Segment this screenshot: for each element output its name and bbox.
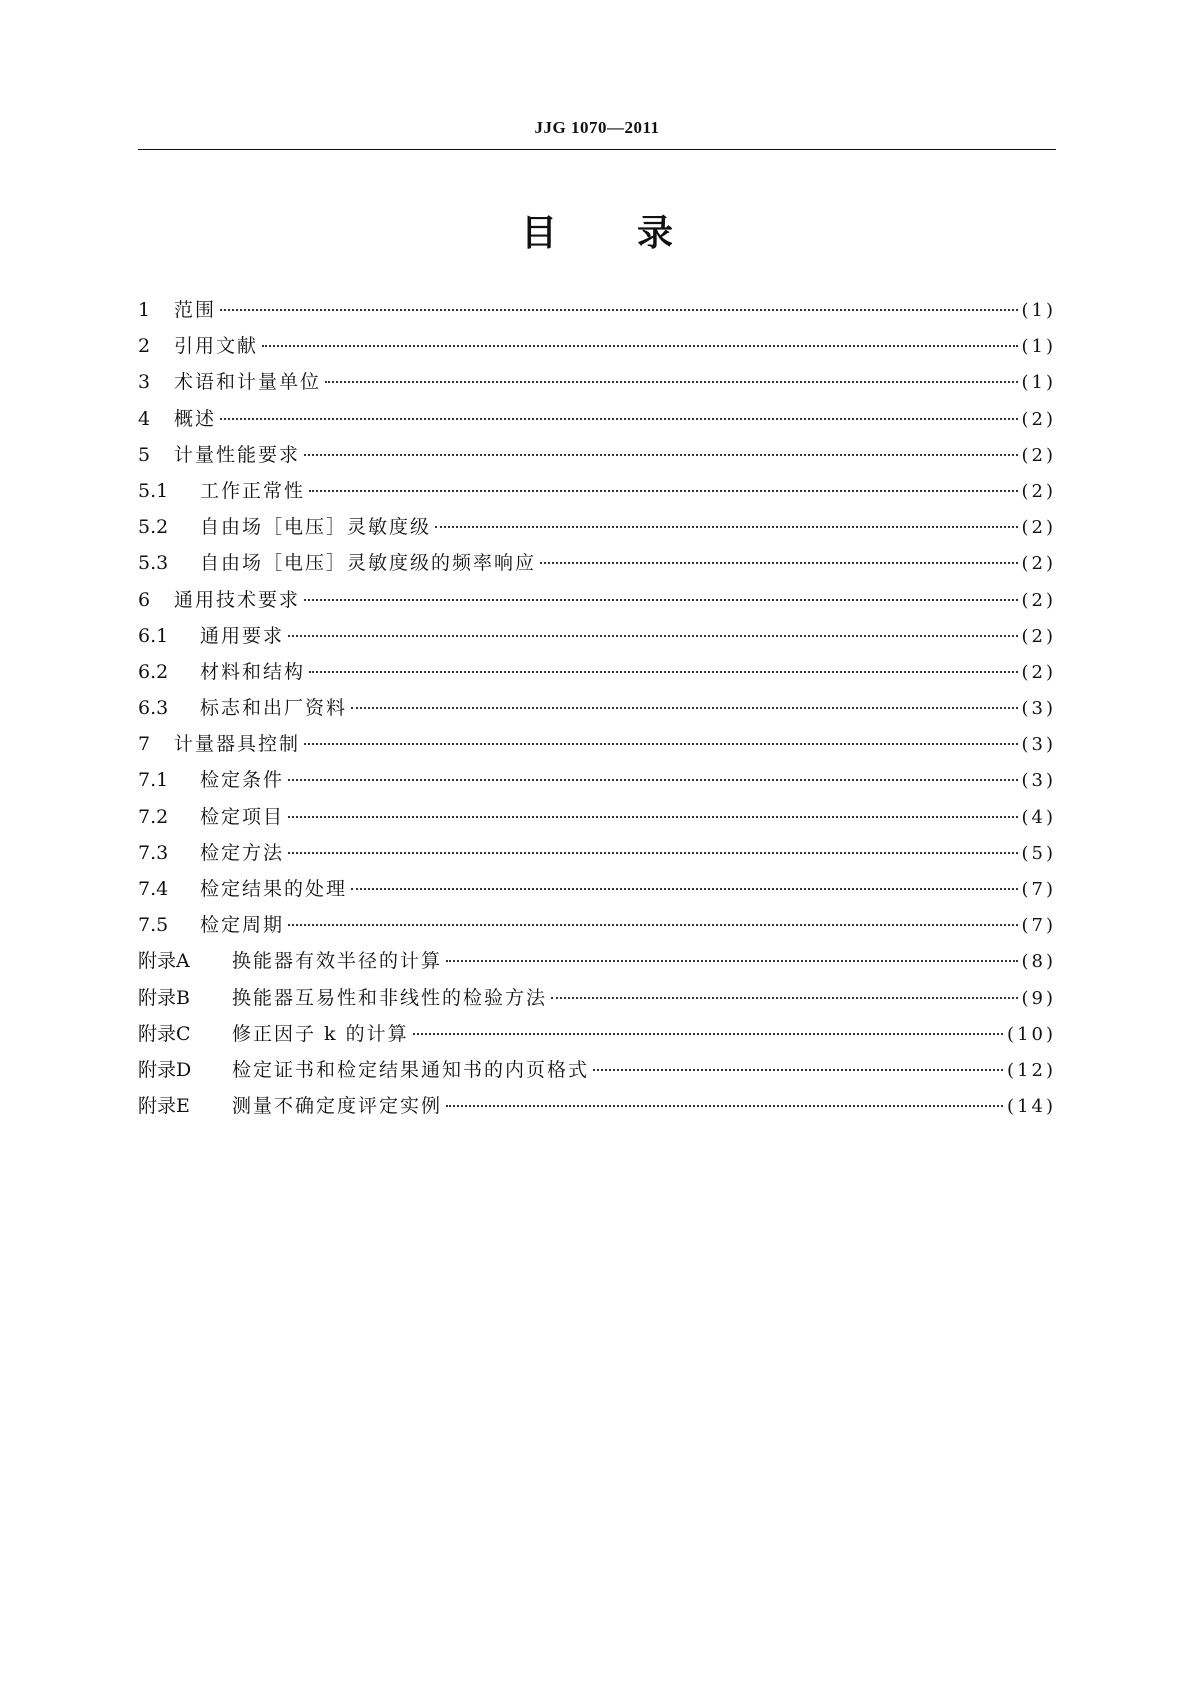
toc-entry-number: 7.5 [138,914,169,937]
toc-entry[interactable] [138,292,1056,328]
toc-leader-dots [288,816,1017,818]
toc-entry-page: (2) [1021,625,1056,647]
toc-entry-label: 通用技术要求 [174,588,301,611]
toc-leader-dots [446,960,1017,962]
toc-entry-number: 4 [138,407,151,430]
toc-entry-page: (7) [1021,915,1056,937]
toc-entry-page: (2) [1021,661,1056,683]
toc-entry-label: 术语和计量单位 [174,371,322,394]
toc-leader-dots [540,562,1017,564]
toc-leader-dots [446,1105,1003,1107]
toc-entry-number: 6.1 [138,624,169,647]
toc-entry-number: 7.3 [138,841,169,864]
toc-entry-label: 检定条件 [200,769,285,792]
toc-entry[interactable] [138,364,1056,400]
toc-entry-page: (3) [1021,734,1056,756]
toc-entry-page: (12) [1007,1059,1056,1081]
toc-leader-dots [304,743,1017,745]
toc-entry-label: 标志和出厂资料 [200,697,348,720]
toc-entry-page: (4) [1021,806,1056,828]
toc-leader-dots [413,1033,1003,1035]
toc-leader-dots [351,888,1017,890]
toc-entry-page: (14) [1007,1096,1056,1118]
toc-entry-label: 修正因子 k 的计算 [232,1022,409,1045]
toc-entry[interactable] [138,509,1056,545]
toc-entry-page: (1) [1021,336,1056,358]
toc-entry-label: 范围 [174,299,217,321]
toc-leader-dots [309,671,1017,673]
toc-entry-page: (2) [1021,408,1056,430]
toc-entry-number: 6 [138,588,151,611]
toc-entry-number: 2 [138,335,151,358]
toc-entry-page: (7) [1021,879,1056,900]
toc-entry-page: (1) [1021,300,1056,321]
toc-entry-page: (9) [1021,987,1056,1009]
toc-entry-label: 材料和结构 [200,660,306,683]
title-char-2: 录 [637,213,674,254]
toc-entry-number: 附录B [138,986,190,1009]
toc-entry-page: (2) [1021,480,1056,502]
toc-entry[interactable] [138,401,1056,437]
toc-entry[interactable] [138,582,1056,618]
toc-entry-label: 检定项目 [200,805,285,828]
toc-entry-label: 检定证书和检定结果通知书的内页格式 [232,1058,590,1081]
toc-entry-number: 7.4 [138,878,169,900]
toc-entry-label: 计量器具控制 [174,733,301,756]
toc-entry[interactable] [138,980,1056,1016]
toc-entry-label: 检定结果的处理 [200,878,348,900]
toc-entry-number: 附录E [138,1095,190,1118]
toc-entry[interactable] [138,1016,1056,1052]
toc-entry-number: 附录A [138,950,190,973]
toc-entry-number: 5 [138,443,151,466]
toc-entry[interactable] [138,328,1056,364]
toc-entry[interactable] [138,1052,1056,1088]
toc-leader-dots [288,852,1017,854]
toc-entry-label: 检定周期 [200,914,285,937]
toc-leader-dots [551,997,1017,999]
title-char-1: 目 [520,213,557,254]
toc-entry-label: 引用文献 [174,335,259,358]
toc-entry-number: 5.3 [138,552,169,575]
toc-entry-number: 7.2 [138,805,169,828]
toc-entry-label: 自由场［电压］灵敏度级的频率响应 [200,552,537,575]
toc-entry-label: 工作正常性 [200,479,306,502]
toc-leader-dots [220,418,1017,420]
toc-entry[interactable] [138,618,1056,654]
toc-entry-page: (2) [1021,589,1056,611]
toc-entry[interactable] [138,437,1056,473]
toc-entry-label: 测量不确定度评定实例 [232,1095,443,1118]
toc-entry-page: (3) [1021,770,1056,792]
toc-entry-label: 换能器有效半径的计算 [232,950,443,973]
toc-entry[interactable] [138,762,1056,798]
toc-entry[interactable] [138,690,1056,726]
toc-entry[interactable] [138,799,1056,835]
toc-entry-page: (10) [1007,1023,1056,1045]
toc-entry-label: 换能器互易性和非线性的检验方法 [232,986,548,1009]
table-of-contents [138,292,1056,1124]
toc-entry-label: 检定方法 [200,841,285,864]
toc-entry-page: (8) [1021,951,1056,973]
toc-entry-page: (2) [1021,444,1056,466]
toc-entry-page: (2) [1021,553,1056,575]
toc-entry[interactable] [138,835,1056,871]
toc-entry-page: (2) [1021,517,1056,539]
toc-entry-page: (1) [1021,372,1056,394]
toc-entry-label: 计量性能要求 [174,443,301,466]
toc-entry-number: 7.1 [138,769,169,792]
toc-entry-label: 概述 [174,407,217,430]
toc-entry-number: 6.3 [138,697,169,720]
toc-entry[interactable] [138,907,1056,943]
toc-entry-label: 自由场［电压］灵敏度级 [200,516,432,539]
header-rule [138,149,1056,150]
toc-entry-page: (3) [1021,698,1056,720]
toc-entry-number: 附录D [138,1058,192,1081]
toc-entry-number: 3 [138,371,151,394]
page-title [138,205,1056,256]
toc-entry[interactable] [138,545,1056,581]
toc-entry-page: (5) [1021,842,1056,864]
toc-entry-number: 5.1 [138,479,169,502]
toc-leader-dots [304,454,1017,456]
toc-leader-dots [304,599,1017,601]
toc-entry[interactable] [138,473,1056,509]
toc-entry-label: 通用要求 [200,624,285,647]
toc-leader-dots [309,490,1017,492]
standard-code-header: JJG 1070—2011 [534,118,660,137]
toc-entry-number: 1 [138,299,151,321]
toc-leader-dots [593,1069,1003,1071]
toc-leader-dots [435,526,1017,528]
toc-entry-number: 5.2 [138,516,169,539]
toc-entry[interactable] [138,943,1056,979]
toc-leader-dots [325,381,1017,383]
toc-leader-dots [288,779,1017,781]
toc-entry-number: 7 [138,733,151,756]
toc-entry[interactable] [138,654,1056,690]
toc-leader-dots [262,345,1017,347]
toc-entry[interactable] [138,726,1056,762]
toc-leader-dots [288,924,1017,926]
toc-leader-dots [288,635,1017,637]
toc-entry-number: 附录C [138,1022,191,1045]
toc-entry[interactable] [138,1088,1056,1124]
toc-entry-number: 6.2 [138,660,169,683]
toc-leader-dots [351,707,1017,709]
toc-leader-dots [220,309,1017,311]
toc-entry[interactable] [138,871,1056,907]
